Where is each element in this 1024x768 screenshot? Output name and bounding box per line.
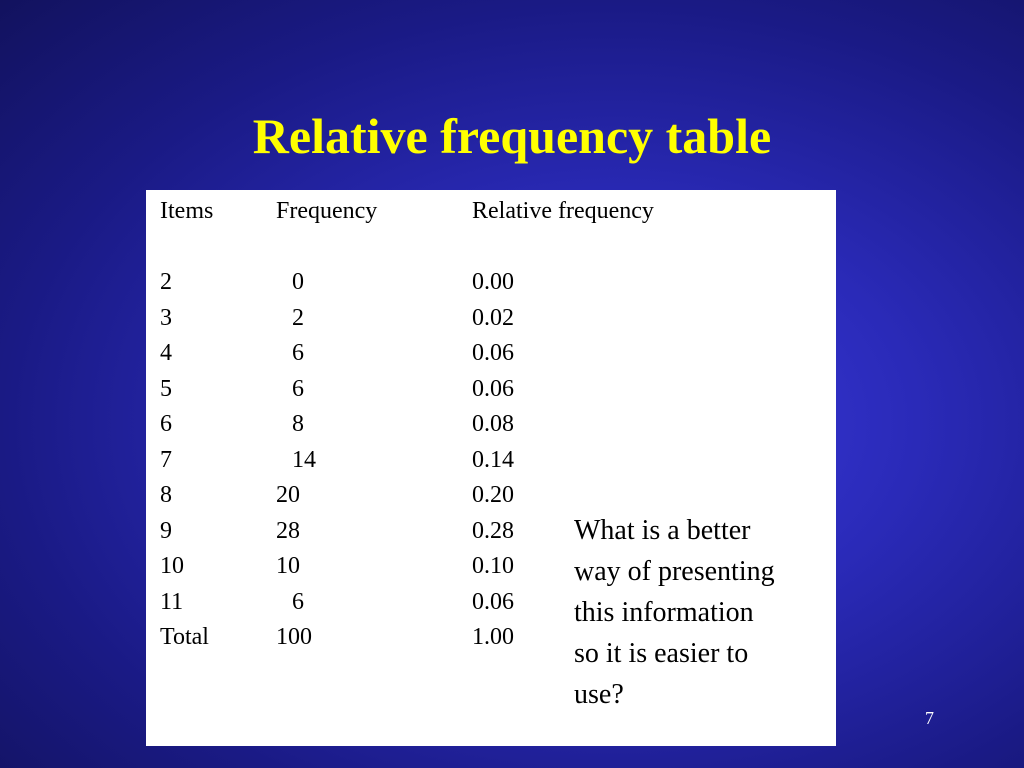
question-text — [574, 510, 834, 715]
cell-frequency: 20 — [276, 482, 300, 508]
cell-items: 2 — [160, 269, 172, 295]
table-row — [160, 443, 732, 479]
table-header-row — [160, 194, 732, 230]
table-row — [160, 478, 732, 514]
question-line: use? — [574, 679, 624, 710]
cell-relative: 0.28 — [472, 517, 514, 544]
cell-items: 6 — [160, 411, 172, 437]
cell-frequency: 2 — [292, 304, 304, 331]
cell-relative: 0.10 — [472, 553, 514, 579]
cell-frequency: 6 — [292, 375, 304, 402]
question-line: way of presenting — [574, 556, 775, 587]
cell-frequency: 6 — [292, 340, 304, 366]
question-line: What is a better — [574, 515, 751, 546]
cell-frequency: 28 — [276, 517, 300, 544]
cell-relative: 0.08 — [472, 411, 514, 437]
header-items: Items — [160, 198, 214, 224]
cell-total-label: Total — [160, 624, 209, 650]
question-line: this information — [574, 597, 754, 628]
table-row — [160, 336, 732, 372]
table-row — [160, 407, 732, 443]
cell-items: 11 — [160, 588, 184, 615]
cell-relative: 0.00 — [472, 269, 514, 295]
cell-frequency: 6 — [292, 588, 304, 615]
cell-items: 7 — [160, 446, 172, 473]
table-row — [160, 372, 732, 408]
slide-title: Relative frequency table — [252, 108, 772, 164]
header-relative-frequency: Relative frequency — [472, 198, 654, 224]
cell-relative: 0.14 — [472, 446, 514, 473]
header-frequency: Frequency — [276, 198, 378, 224]
cell-relative: 0.06 — [472, 588, 514, 615]
cell-relative: 0.02 — [472, 304, 514, 331]
cell-relative: 0.06 — [472, 340, 514, 366]
slide-number: 7 — [925, 708, 934, 728]
cell-items: 3 — [160, 304, 172, 331]
cell-frequency: 8 — [292, 411, 304, 437]
cell-frequency: 14 — [292, 446, 316, 473]
cell-relative: 0.20 — [472, 482, 514, 508]
cell-relative: 0.06 — [472, 375, 514, 402]
cell-items: 4 — [160, 340, 172, 366]
cell-frequency: 10 — [276, 553, 300, 579]
frequency-table-box — [146, 190, 836, 746]
cell-items: 8 — [160, 482, 172, 508]
cell-total-relative: 1.00 — [472, 624, 514, 650]
question-line: so it is easier to — [574, 638, 749, 669]
cell-items: 10 — [160, 553, 184, 579]
cell-items: 5 — [160, 375, 172, 402]
cell-frequency: 0 — [292, 269, 304, 295]
table-row — [160, 301, 732, 337]
cell-total-frequency: 100 — [276, 624, 312, 650]
table-row — [160, 265, 732, 301]
cell-items: 9 — [160, 517, 172, 544]
table-spacer-row — [160, 230, 732, 266]
